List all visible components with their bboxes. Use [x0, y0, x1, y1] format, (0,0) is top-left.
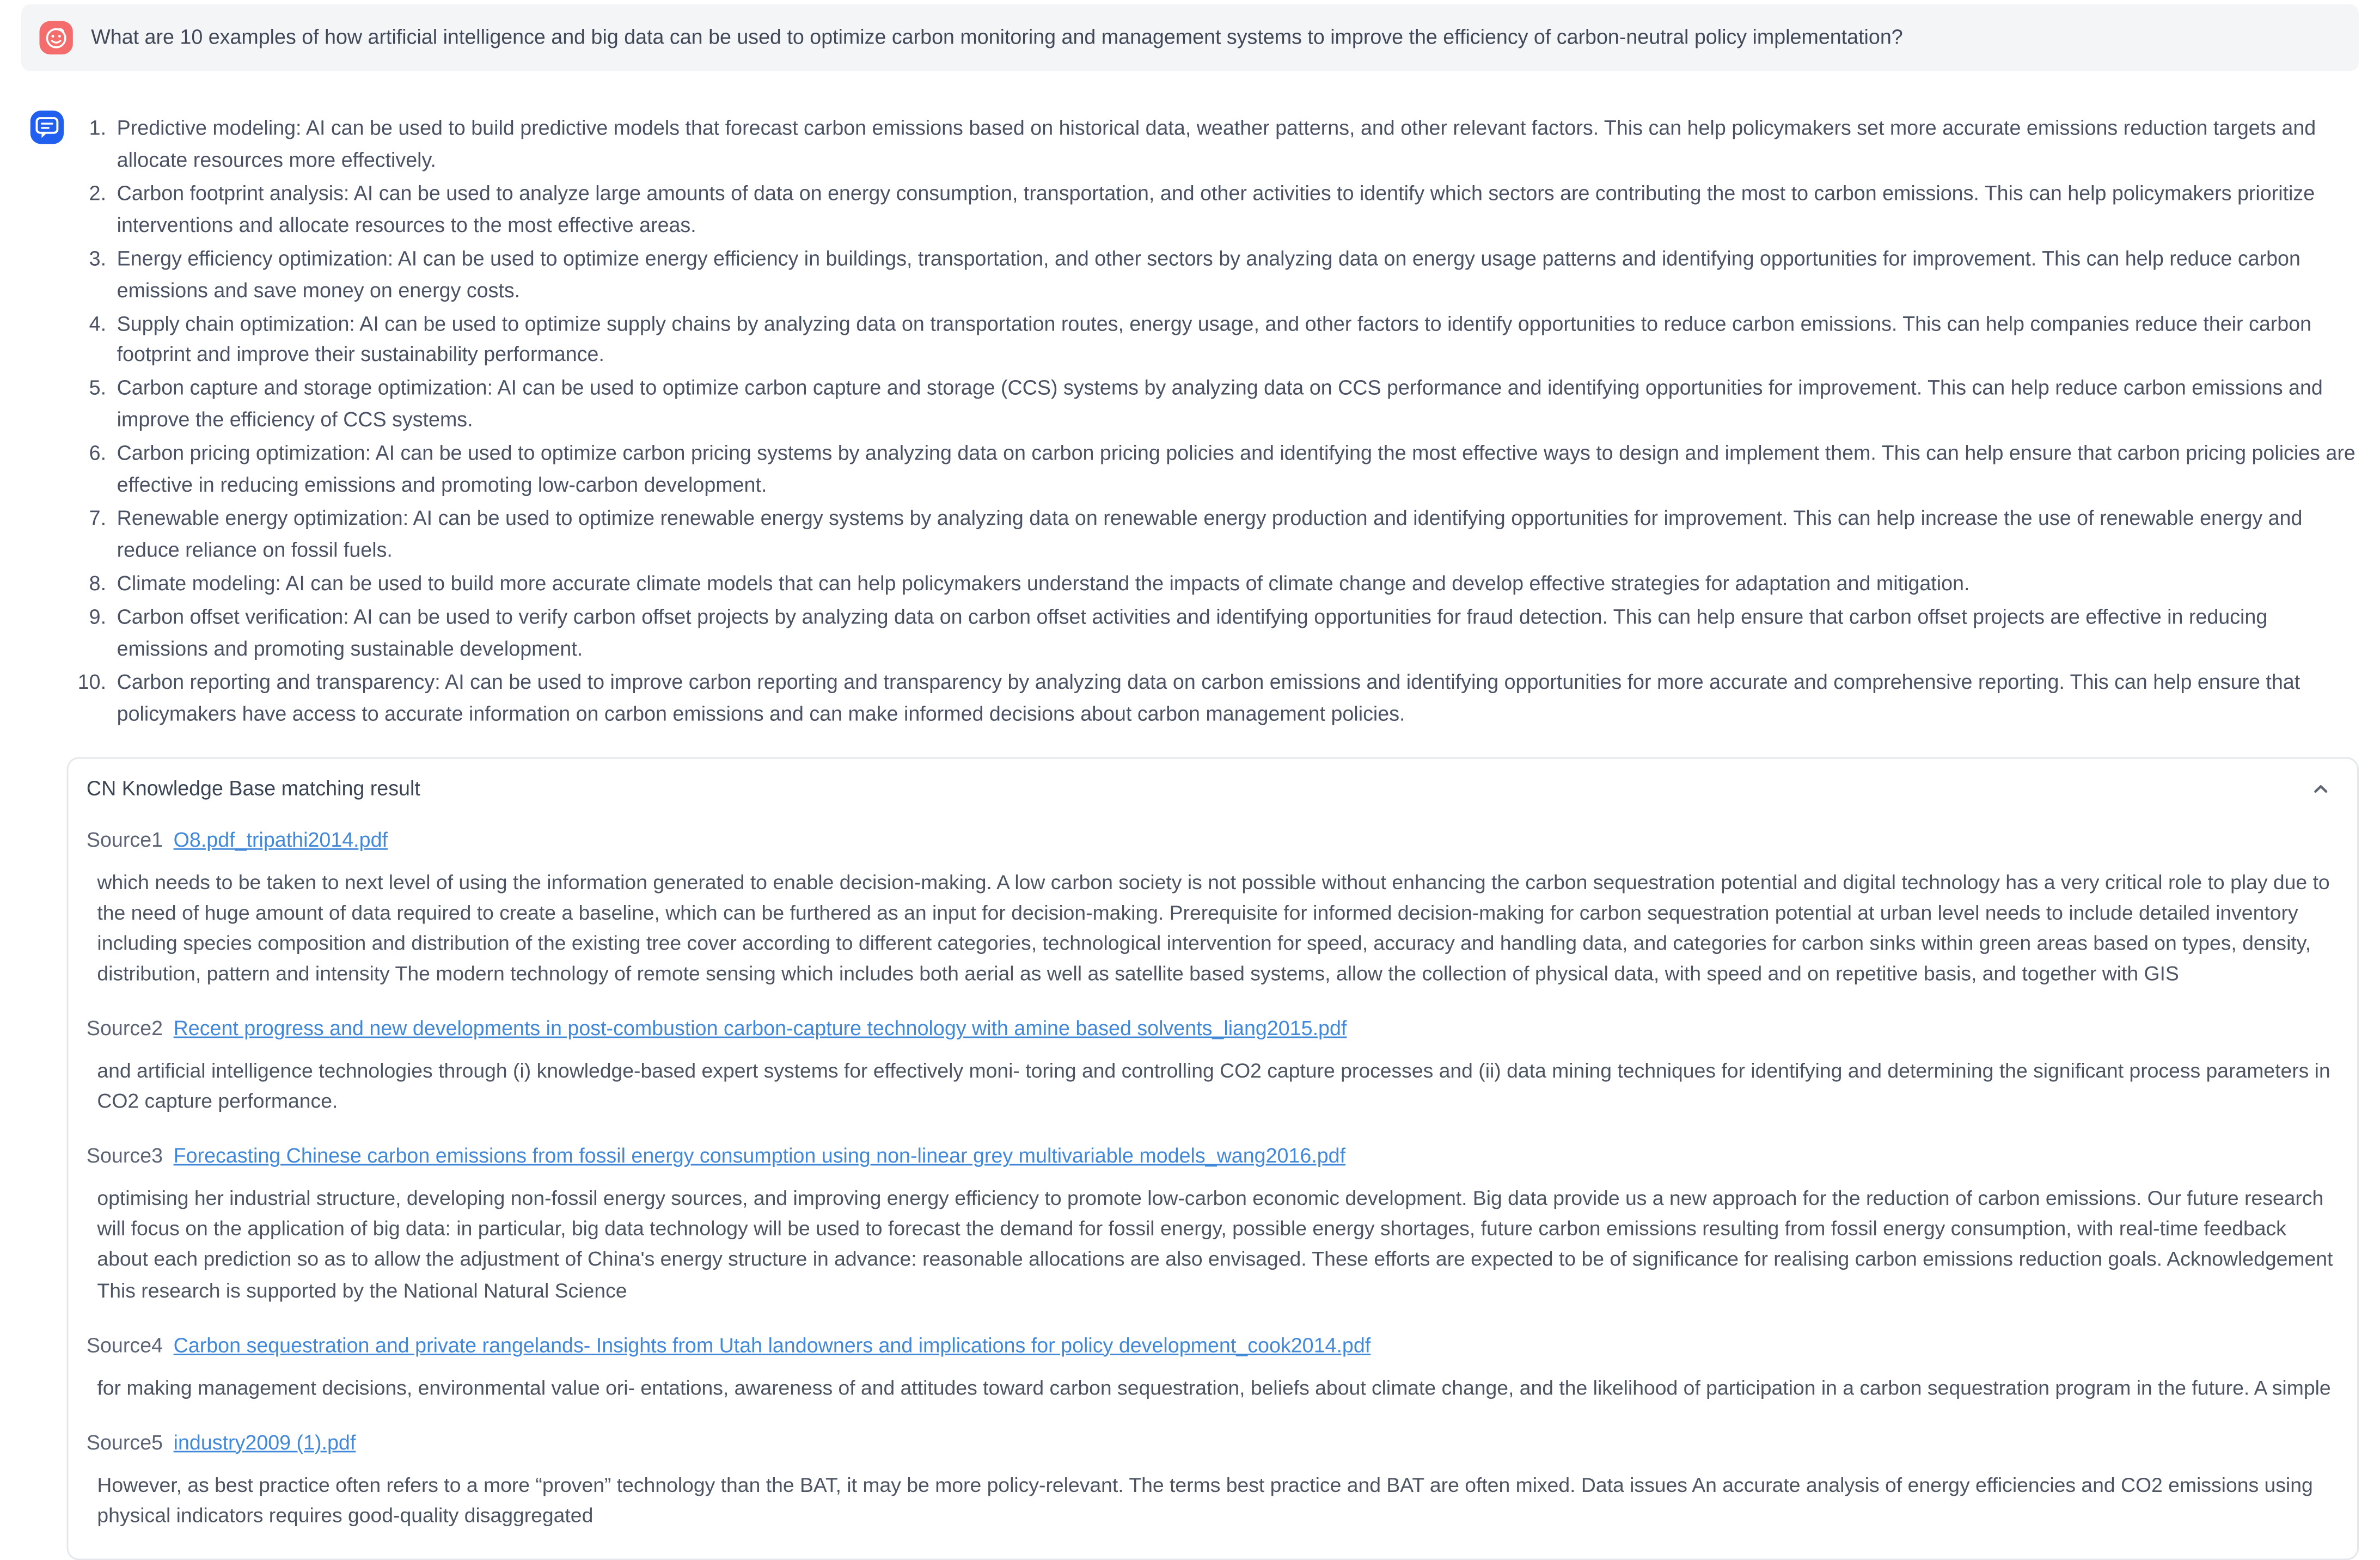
answer-item: Carbon pricing optimization: AI can be used to optimize carbon pricing systems by analyzing data on carbon pricing policies and identifying the most effective ways to design and implement them. This can help ensure that carbon pricing policies are effective in reducing emissions and promoting low-carbon development. — [117, 442, 2355, 497]
source-label: Source2 — [86, 1017, 163, 1040]
source-link[interactable]: Carbon sequestration and private rangelands- Insights from Utah landowners and implications for policy development_cook2014.pdf — [173, 1333, 1371, 1356]
answer-list — [76, 114, 2359, 732]
user-question-bar — [21, 4, 2359, 71]
source-link[interactable]: Forecasting Chinese carbon emissions from fossil energy consumption using non-linear grey multivariable models_wang2016.pdf — [173, 1144, 1346, 1167]
source-row — [87, 1333, 2336, 1356]
answer-item: Carbon reporting and transparency: AI can be used to improve carbon reporting and transparency by analyzing data on carbon emissions and identifying opportunities for more accurate and comprehensive reporting. This can help ensure that policymakers have access to accurate information on carbon emissions and can make informed decisions about carbon management policies. — [117, 670, 2301, 725]
chat-page — [0, 4, 2380, 1527]
kb-panel-title: CN Knowledge Base matching result — [86, 776, 420, 800]
source-link[interactable]: industry2009 (1).pdf — [173, 1430, 356, 1454]
source-label: Source1 — [86, 828, 163, 851]
source-row — [87, 1145, 2336, 1167]
source-row — [87, 828, 2336, 851]
answer-item: Energy efficiency optimization: AI can be used to optimize energy efficiency in buildings, transportation, and other sectors by analyzing data on energy usage patterns and identifying opportunities for improvement. This can help reduce carbon emissions and save money on energy costs. — [117, 247, 2301, 302]
answer-item: Climate modeling: AI can be used to build more accurate climate models that can help policymakers understand the impacts of climate change and develop effective strategies for adaptation and mitigation. — [117, 572, 1970, 595]
answer-item: Supply chain optimization: AI can be used to optimize supply chains by analyzing data on transportation routes, energy usage, and other factors to identify opportunities to reduce carbon emissions. This can help companies reduce their carbon footprint and improve their sustainability performance. — [117, 311, 2312, 366]
answer-item: Carbon offset verification: AI can be used to verify carbon offset projects by analyzing data on carbon offset activities and identifying opportunities for fraud detection. This can help ensure that carbon offset projects are effective in reducing emissions and promoting sustainable development. — [117, 605, 2268, 660]
answer-item: Predictive modeling: AI can be used to build predictive models that forecast carbon emissions based on historical data, weather patterns, and other relevant factors. This can help policymakers set more accurate emissions reduction targets and allocate resources more effectively. — [117, 117, 2316, 172]
kb-panel-header — [87, 776, 2336, 801]
source-label: Source4 — [86, 1333, 163, 1356]
user-avatar-icon — [39, 21, 72, 54]
assistant-avatar-icon — [30, 111, 64, 144]
source-excerpt: which needs to be taken to next level of using the information generated to enable decision-making. A low carbon society is not possible without enhancing the carbon sequestration potential and digital technology has a very critical role to play due to the need of huge amount of data required to create a baseline, which can be furthered as an input for decision-making. Prerequisite for informed decision-making for carbon sequestration potential at urban level needs to include detailed inventory including species composition and distribution of the existing tree cover according to different categories, technological intervention for speed, accuracy and handling data, and categories for carbon sinks within green areas based on types, density, distribution, pattern and intensity The modern technology of remote sensing which includes both aerial as well as satellite based systems, allow the collection of physical data, with speed and on repetitive basis, and together with GIS — [97, 870, 2330, 985]
chevron-up-icon — [2312, 779, 2330, 802]
source-link[interactable]: Recent progress and new developments in post-combustion carbon-capture technology with amine based solvents_liang2015.pdf — [173, 1017, 1347, 1040]
source-label: Source3 — [86, 1144, 163, 1167]
source-label: Source5 — [86, 1430, 163, 1454]
source-excerpt: However, as best practice often refers to a more “proven” technology than the BAT, it may be more policy-relevant. The terms best practice and BAT are often mixed. Data issues An accurate analysis of energy efficiencies and CO2 emissions using physical indicators requires good-quality disaggregated — [97, 1473, 2313, 1527]
source-excerpt: optimising her industrial structure, developing non-fossil energy sources, and improving energy efficiency to promote low-carbon economic development. Big data provide us a new approach for the reduction of carbon emissions. Our future research will focus on the application of big data: in particular, big data technology will be used to forecast the demand for fossil energy, possible energy shortages, future carbon emissions resulting from fossil energy consumption, with real-time feedback about each prediction so as to allow the adjustment of China's energy structure in advance: reasonable allocations are also envisaged. These efforts are expected to be of significance for realising carbon emissions reduction goals. Acknowledgement This research is supported by the National Natural Science — [97, 1187, 2333, 1302]
answer-item: Carbon capture and storage optimization: AI can be used to optimize carbon capture and storage (CCS) systems by analyzing data on CCS performance and identifying opportunities for improvement. This can help reduce carbon emissions and improve the efficiency of CCS systems. — [117, 377, 2323, 432]
source-excerpt: for making management decisions, environmental value ori- entations, awareness of and attitudes toward carbon sequestration, beliefs about climate change, and the likelihood of participation in a carbon sequestration program in the future. A simple — [97, 1375, 2331, 1399]
source-link[interactable]: O8.pdf_tripathi2014.pdf — [173, 828, 388, 851]
answer-item: Renewable energy optimization: AI can be used to optimize renewable energy systems by analyzing data on renewable energy production and identifying opportunities for improvement. This can help increase the use of renewable energy and reduce reliance on fossil fuels. — [117, 506, 2303, 562]
question-text: What are 10 examples of how artificial intelligence and big data can be used to optimize carbon monitoring and management systems to improve the efficiency of carbon-neutral policy implementation? — [91, 25, 1903, 48]
source-excerpt: and artificial intelligence technologies through (i) knowledge-based expert systems for effectively moni- toring and controlling CO2 capture processes and (ii) data mining techniques for identifying and determining the significant process parameters in CO2 capture performance. — [97, 1059, 2330, 1113]
source-row — [87, 1431, 2336, 1454]
kb-matching-panel — [67, 756, 2359, 1560]
assistant-answer — [30, 111, 2359, 732]
source-row — [87, 1017, 2336, 1039]
collapse-panel-button[interactable] — [2305, 776, 2336, 801]
answer-item: Carbon footprint analysis: AI can be used to analyze large amounts of data on energy consumption, transportation, and other activities to identify which sectors are contributing the most to carbon emissions. This can help policymakers prioritize interventions and allocate resources to the most effective areas. — [117, 181, 2315, 236]
